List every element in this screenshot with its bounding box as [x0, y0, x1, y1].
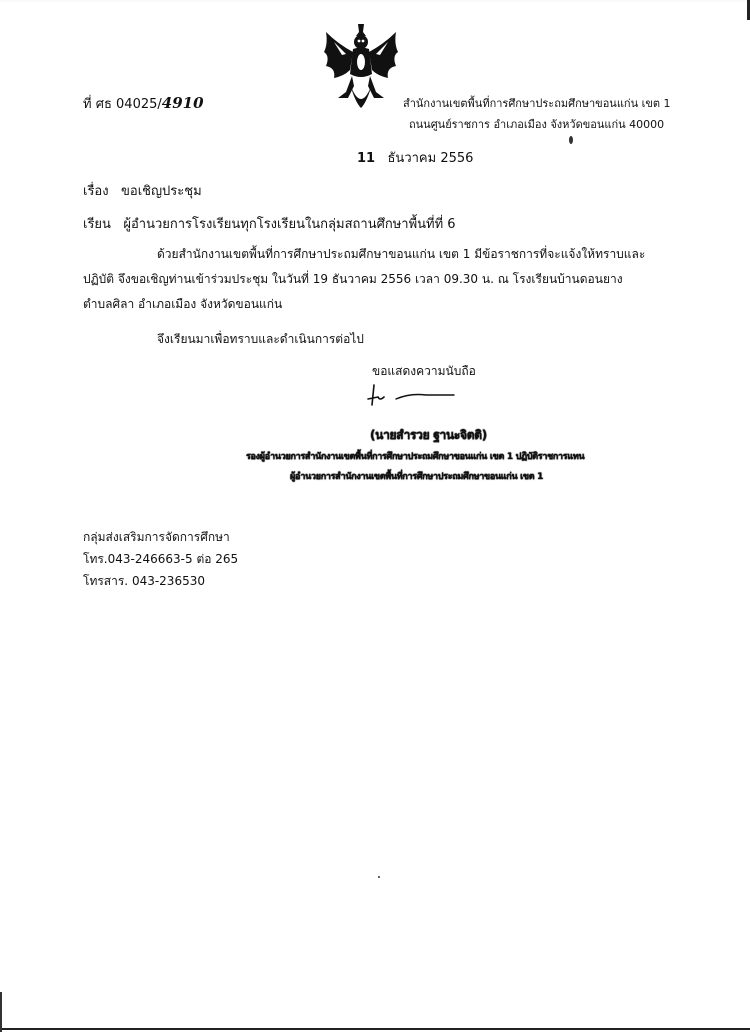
closing-salutation: ขอแสดงความนับถือ	[372, 364, 476, 378]
date-day: 11	[357, 151, 376, 166]
scan-speck	[378, 876, 380, 878]
subject-label: เรื่อง	[83, 184, 109, 199]
document-number	[83, 93, 204, 114]
scan-edge-left	[0, 992, 2, 1032]
addressee-line	[83, 213, 456, 234]
signatory-title-line-1: รองผู้อำนวยการสำนักงานเขตพื้นที่การศึกษาประถมศึกษาขอนแก่น เขต 1 ปฏิบัติราชการแทน	[246, 452, 585, 462]
footer-phone: โทร.043-246663-5 ต่อ 265	[83, 552, 239, 566]
office-address: ถนนศูนย์ราชการ อำเภอเมือง จังหวัดขอนแก่น 40000	[409, 118, 665, 131]
signatory-title-line-2: ผู้อำนวยการสำนักงานเขตพื้นที่การศึกษาประถมศึกษาขอนแก่น เขต 1	[290, 472, 544, 482]
office-name: สำนักงานเขตพื้นที่การศึกษาประถมศึกษาขอนแก่น เขต 1	[403, 97, 671, 110]
scan-edge-bottom	[0, 1028, 750, 1030]
body-paragraph-1-line-3: ตำบลศิลา อำเภอเมือง จังหวัดขอนแก่น	[83, 297, 283, 311]
footer-division: กลุ่มส่งเสริมการจัดการศึกษา	[83, 530, 230, 544]
official-signature-stamp	[246, 418, 676, 492]
subject-text: ขอเชิญประชุม	[121, 184, 202, 199]
body-paragraph-1-line-1: ด้วยสำนักงานเขตพื้นที่การศึกษาประถมศึกษาขอนแก่น เขต 1 มีข้อราชการที่จะแจ้งให้ทราบและ	[157, 247, 646, 261]
body-paragraph-2: จึงเรียนมาเพื่อทราบและดำเนินการต่อไป	[157, 332, 364, 346]
addressee-label: เรียน	[83, 217, 111, 232]
scan-speck	[569, 136, 573, 144]
handwritten-signature	[366, 383, 456, 409]
signatory-name: (นายสำรวย ฐานะจิตติ)	[370, 428, 487, 442]
body-paragraph-1-line-2: ปฏิบัติ จึงขอเชิญท่านเข้าร่วมประชุม ในวันที่ 19 ธันวาคม 2556 เวลา 09.30 น. ณ โรงเรียนบ้านดอนยาง	[83, 272, 623, 286]
footer-fax: โทรสาร. 043-236530	[83, 574, 205, 588]
document-date	[357, 147, 473, 168]
scan-edge-top	[0, 0, 750, 2]
subject-line	[83, 180, 202, 201]
date-month-year: ธันวาคม 2556	[387, 151, 474, 166]
addressee-text: ผู้อำนวยการโรงเรียนทุกโรงเรียนในกลุ่มสถานศึกษาพื้นที่ที่ 6	[123, 217, 456, 232]
document-number-handwritten: 4910	[161, 94, 204, 112]
garuda-emblem-icon	[320, 22, 402, 114]
document-number-prefix: ที่ ศธ 04025/	[83, 97, 162, 112]
